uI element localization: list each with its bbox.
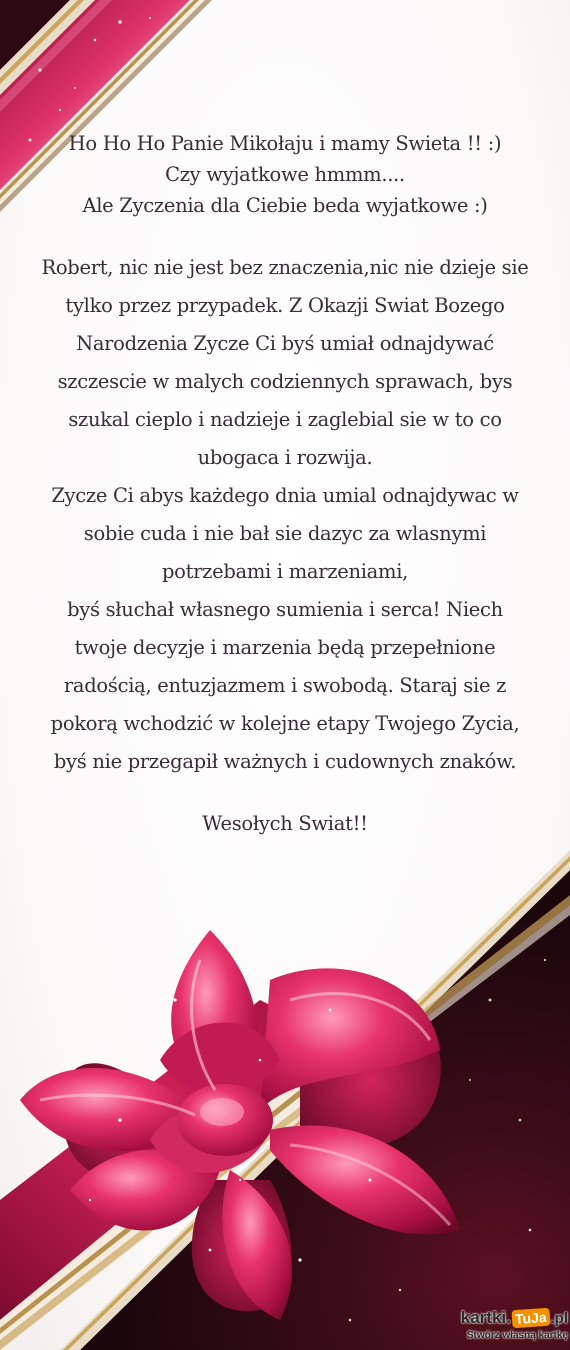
card-message	[20, 128, 550, 843]
body-line: ubogaca i rozwija.	[197, 446, 373, 469]
body-line: szukal cieplo i nadzieje i zaglebial sie w to co	[68, 408, 502, 431]
brand-name: kartki.	[460, 1308, 511, 1327]
brand-badge: TuJa	[511, 1308, 550, 1329]
closing-line: Wesołych Swiat!!	[202, 812, 368, 835]
body-line: Robert, nic nie jest bez znaczenia,nic nie dzieje sie	[41, 256, 529, 279]
body-line: radością, entuzjazmem i swobodą. Staraj sie z	[63, 674, 507, 697]
body-line: szczescie w malych codziennych sprawach, bys	[57, 370, 513, 393]
brand-tagline: Stwórz własną kartkę	[466, 1330, 568, 1341]
brand-logo	[456, 1306, 568, 1330]
body-line: byś nie przegapił ważnych i cudownych znaków.	[53, 750, 517, 773]
body-line: sobie cuda i nie bał sie dazyc za wlasnymi	[83, 522, 487, 545]
body-line: Zycze Ci abys każdego dnia umial odnajdywac w	[51, 484, 519, 507]
body-line: byś słuchał własnego sumienia i serca! Niech	[67, 598, 503, 621]
spacer	[20, 781, 550, 805]
body-line: twoje decyzje i marzenia będą przepełnione	[74, 636, 496, 659]
body-line: pokorą wchodzić w kolejne etapy Twojego Zycia,	[50, 712, 520, 735]
brand-logo-link[interactable]	[456, 1306, 568, 1348]
body-line: Narodzenia Zycze Ci byś umiał odnajdywać	[76, 332, 494, 355]
spacer	[20, 221, 550, 249]
greeting-line: Czy wyjatkowe hmmm....	[165, 163, 405, 186]
body-line: potrzebami i marzeniami,	[161, 560, 409, 583]
greeting-line: Ho Ho Ho Panie Mikołaju i mamy Swieta !! :)	[68, 132, 502, 155]
body-line: tylko przez przypadek. Z Okazji Swiat Bozego	[65, 294, 505, 317]
brand-tld: .pl	[550, 1309, 568, 1327]
greeting-line: Ale Zyczenia dla Ciebie beda wyjatkowe :)	[82, 194, 488, 217]
